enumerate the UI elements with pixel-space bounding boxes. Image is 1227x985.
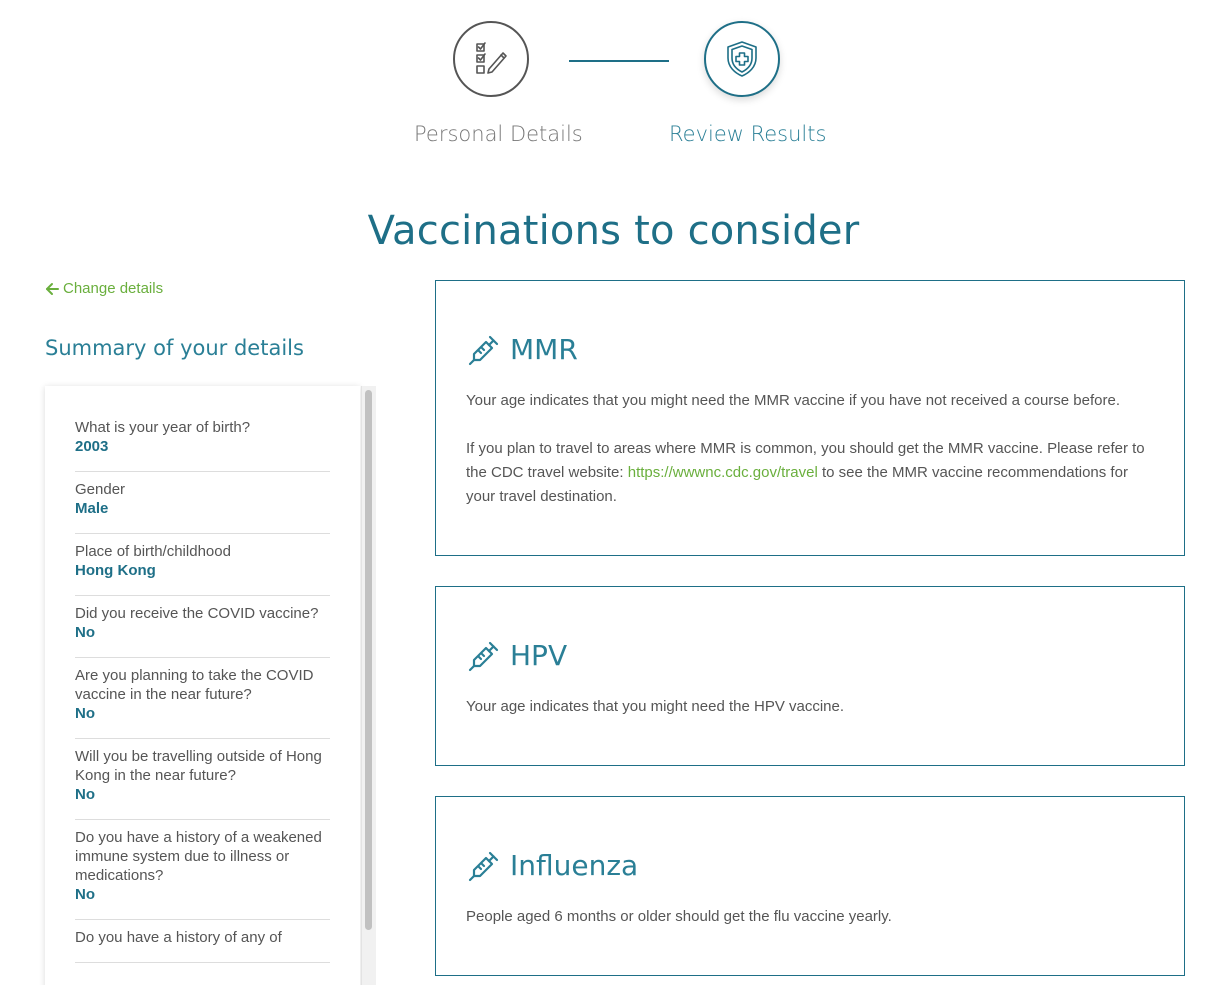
summary-answer: Hong Kong — [75, 562, 156, 579]
summary-item-history — [75, 920, 330, 963]
card-body — [466, 695, 1158, 743]
page-title: Vaccinations to consider — [367, 208, 860, 254]
syringe-icon — [468, 334, 500, 366]
step-personal-details[interactable] — [453, 21, 529, 97]
card-header — [468, 333, 578, 366]
step-review-results[interactable] — [704, 21, 780, 97]
summary-answer: No — [75, 705, 95, 722]
summary-scrollbar-thumb[interactable] — [365, 390, 372, 930]
summary-question: Place of birth/childhood — [75, 543, 231, 560]
step-label-personal-details: Personal Details — [414, 122, 583, 146]
card-header — [468, 849, 638, 882]
summary-question: Did you receive the COVID vaccine? — [75, 605, 319, 622]
summary-question: What is your year of birth? — [75, 419, 251, 436]
summary-item-year-of-birth — [75, 410, 330, 472]
summary-question: Will you be travelling outside of Hong Kong in the near future? — [75, 748, 322, 784]
card-text: People aged 6 months or older should get the flu vaccine yearly. — [466, 908, 892, 925]
card-text: If you plan to travel to areas where MMR is common, you should get the MMR vaccine. Please refer to the CDC travel website: https://wwwnc.cdc.gov/travel to see the MMR vaccine recommendations for your travel destination. — [466, 440, 1145, 505]
summary-scrollbar[interactable] — [361, 386, 376, 985]
cdc-travel-link[interactable]: https://wwwnc.cdc.gov/travel — [627, 464, 818, 481]
card-title: MMR — [510, 333, 578, 366]
summary-item-covid-planned — [75, 658, 330, 739]
shield-plus-icon — [722, 39, 762, 79]
summary-answer: 2003 — [75, 438, 109, 455]
card-body — [466, 905, 1158, 953]
summary-panel[interactable] — [45, 386, 360, 985]
syringe-icon — [468, 850, 500, 882]
card-header — [468, 639, 567, 672]
summary-question: Gender — [75, 481, 126, 498]
summary-question: Do you have a history of a weakened immune system due to illness or medications? — [75, 829, 322, 884]
vaccine-card-influenza — [435, 796, 1185, 976]
step-connector — [569, 60, 669, 62]
vaccine-card-mmr — [435, 280, 1185, 556]
vaccine-card-hpv — [435, 586, 1185, 766]
card-text: Your age indicates that you might need the MMR vaccine if you have not received a course before. — [466, 392, 1120, 409]
card-text: Your age indicates that you might need the HPV vaccine. — [466, 698, 845, 715]
summary-item-immune-system — [75, 820, 330, 920]
checklist-pen-icon — [471, 39, 511, 79]
syringe-icon — [468, 640, 500, 672]
card-body — [466, 389, 1158, 533]
summary-answer: No — [75, 624, 95, 641]
summary-question: Do you have a history of any of — [75, 929, 282, 946]
summary-item-place-of-birth — [75, 534, 330, 596]
change-details-link[interactable] — [45, 280, 163, 297]
summary-heading: Summary of your details — [45, 336, 304, 360]
summary-item-gender — [75, 472, 330, 534]
summary-question: Are you planning to take the COVID vaccine in the near future? — [75, 667, 314, 703]
summary-answer: No — [75, 786, 95, 803]
summary-answer: Male — [75, 500, 109, 517]
change-details-label: Change details — [63, 280, 164, 297]
arrow-left-icon — [45, 282, 59, 296]
summary-answer: No — [75, 886, 95, 903]
step-label-review-results: Review Results — [669, 122, 827, 146]
summary-item-covid-received — [75, 596, 330, 658]
summary-list — [75, 410, 330, 963]
card-title: Influenza — [510, 849, 639, 882]
summary-item-travel — [75, 739, 330, 820]
card-title: HPV — [510, 639, 568, 672]
